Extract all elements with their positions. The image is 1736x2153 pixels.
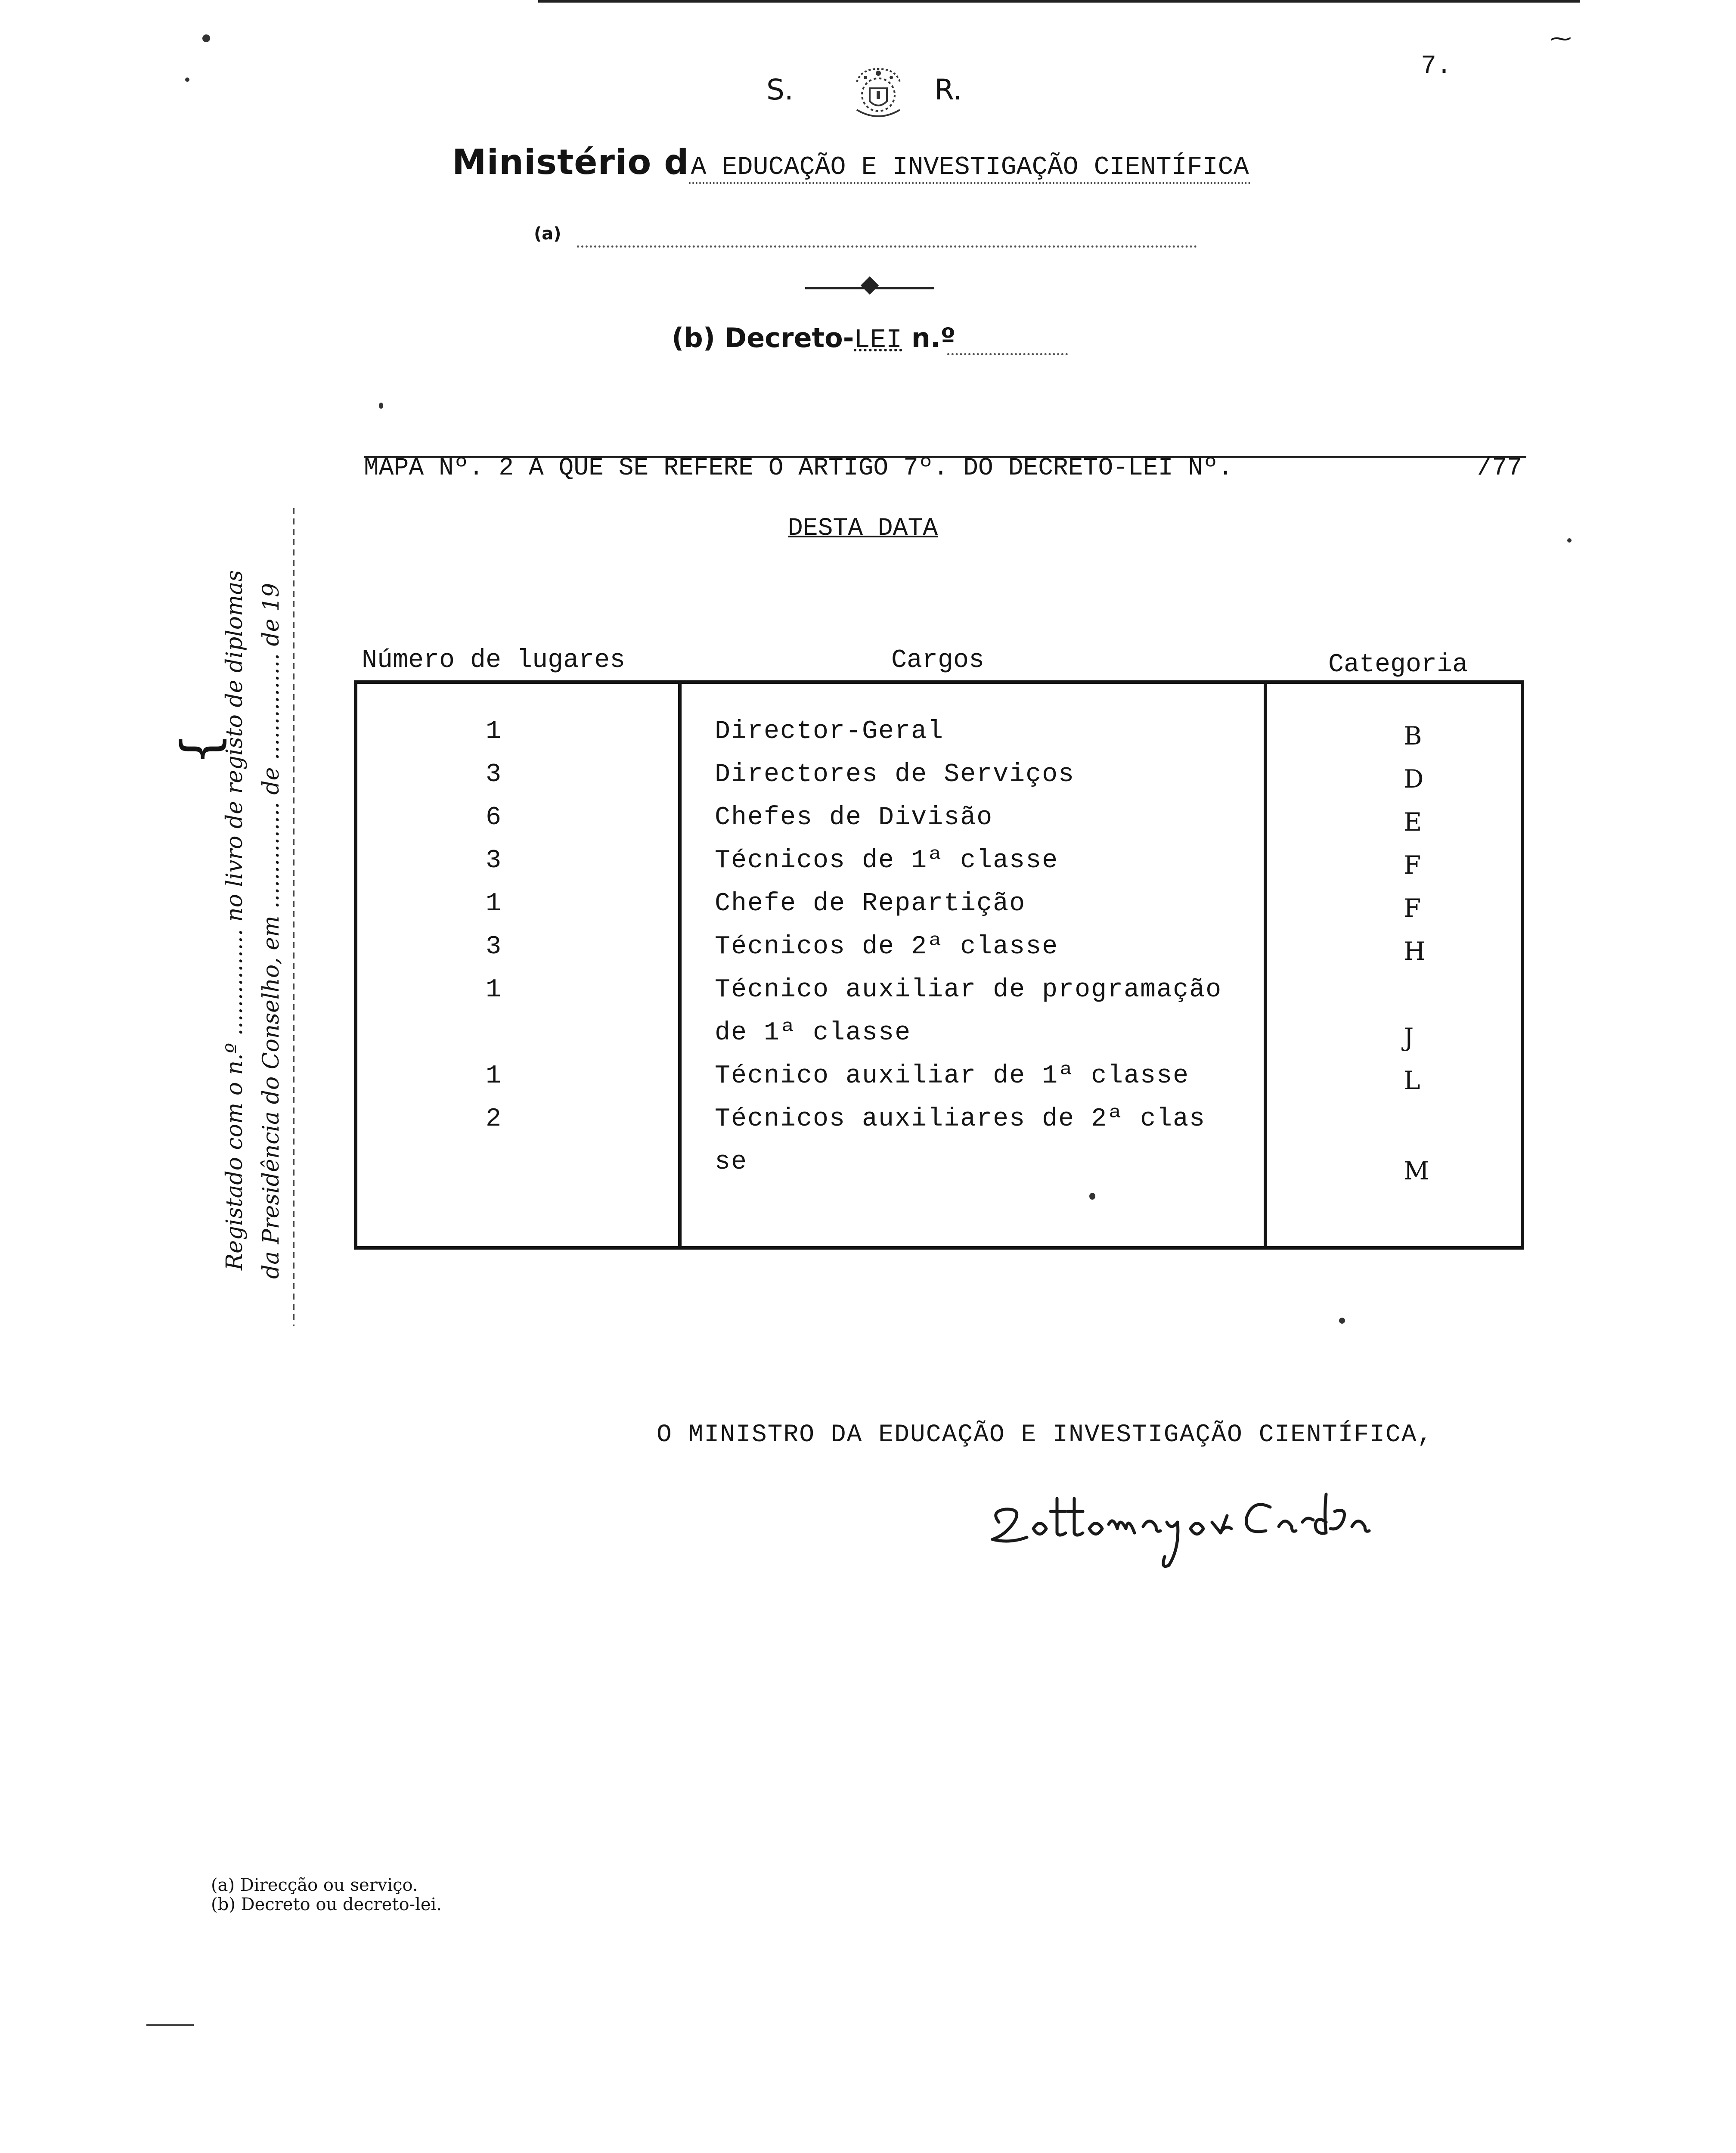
table-cell-number: 3 [486, 760, 502, 789]
scan-speck [1089, 1193, 1095, 1200]
header-right-letter: R. [934, 73, 962, 106]
scan-speck [185, 78, 189, 82]
ministry-printed-text: Ministério d [452, 142, 689, 182]
table-cell-cargo: Chefes de Divisão [715, 803, 993, 832]
table-cell-number: 3 [486, 846, 502, 875]
scan-speck [202, 34, 210, 42]
table-cell-cargo: Técnicos de 2ª classe [715, 932, 1059, 962]
table-cell-cargo: de 1ª classe [715, 1018, 911, 1048]
mapa-title-text: MAPA Nº. 2 A QUE SE REFERE O ARTIGO 7º. DO DECRETO-LEI Nº. [364, 454, 1233, 482]
table-cell-categoria: M [1404, 1156, 1429, 1185]
table-cell-categoria: F [1404, 850, 1421, 880]
header-left-letter: S. [766, 73, 794, 106]
table-cell-number: 1 [486, 717, 502, 746]
ministry-typed-text: A EDUCAÇÃO E INVESTIGAÇÃO CIENTÍFICA [689, 153, 1250, 184]
mapa-title [364, 454, 1526, 482]
table-column-divider [1264, 680, 1267, 1250]
ministry-title [452, 142, 1251, 182]
column-header-cargos: Cargos [891, 646, 985, 675]
table-cell-cargo: Técnico auxiliar de programação [715, 975, 1222, 1005]
register-note-line-1: Registado com o n.º ............... no livro de registo de diplomas [222, 570, 248, 1270]
table-cell-cargo: Chefe de Repartição [715, 889, 1026, 918]
divider-diamond-icon [861, 276, 879, 295]
bottom-rule [146, 2024, 194, 2026]
decree-suffix: n.º [902, 322, 956, 354]
field-a-label: (a) [534, 224, 561, 244]
table-cell-cargo: Técnicos auxiliares de 2ª clas [715, 1104, 1206, 1134]
mapa-title-suffix: /77 [1477, 454, 1522, 482]
scan-speck [1567, 538, 1572, 543]
header-coat-of-arms [732, 65, 1033, 125]
table-cell-categoria: J [1404, 1023, 1414, 1052]
margin-dashed-line [293, 508, 294, 1326]
table-cell-number: 1 [486, 975, 502, 1005]
decree-typed: LEI [854, 325, 902, 355]
decree-prefix: (b) Decreto- [672, 322, 854, 354]
table-cell-categoria: F [1404, 893, 1421, 923]
column-header-lugares: Número de lugares [362, 646, 626, 675]
footnote-a: (a) Direcção ou serviço. [211, 1875, 418, 1895]
decree-line [672, 322, 955, 355]
table-cell-number: 6 [486, 803, 502, 832]
coat-of-arms-icon [840, 65, 917, 125]
table-cell-categoria: L [1404, 1066, 1420, 1095]
decree-dotted-line [947, 353, 1068, 355]
table-cell-cargo: Directores de Serviços [715, 760, 1075, 789]
table-cell-categoria: E [1404, 807, 1422, 837]
corner-mark: ⁓ [1550, 26, 1572, 51]
register-note-line-2: da Presidência do Conselho, em ............... de ............... de 19 [258, 583, 284, 1279]
handwritten-signature [986, 1481, 1399, 1576]
top-rule [538, 0, 1580, 3]
table-cell-number: 3 [486, 932, 502, 962]
table-cell-cargo: Técnico auxiliar de 1ª classe [715, 1061, 1190, 1091]
table-cell-categoria: D [1404, 764, 1424, 794]
table-cell-categoria: B [1404, 721, 1422, 751]
field-a-dotted-line [577, 245, 1197, 248]
table-cell-cargo: se [715, 1148, 748, 1177]
table-cell-number: 2 [486, 1104, 502, 1134]
table-cell-number: 1 [486, 1061, 502, 1091]
table-cell-number: 1 [486, 889, 502, 918]
table-cell-categoria: H [1404, 937, 1426, 966]
table-cell-cargo: Técnicos de 1ª classe [715, 846, 1059, 875]
signature-title: O MINISTRO DA EDUCAÇÃO E INVESTIGAÇÃO CIENTÍFICA, [657, 1421, 1433, 1449]
table-cell-cargo: Director-Geral [715, 717, 944, 746]
scan-speck [379, 403, 383, 409]
mapa-subtitle: DESTA DATA [788, 515, 938, 543]
footnote-b: (b) Decreto ou decreto-lei. [211, 1895, 442, 1914]
register-bracket-icon: { [170, 733, 231, 765]
column-header-categoria: Categoria [1328, 650, 1468, 679]
page-number: 7. [1421, 52, 1452, 81]
scan-speck [1339, 1318, 1345, 1324]
table-column-divider [678, 680, 682, 1250]
